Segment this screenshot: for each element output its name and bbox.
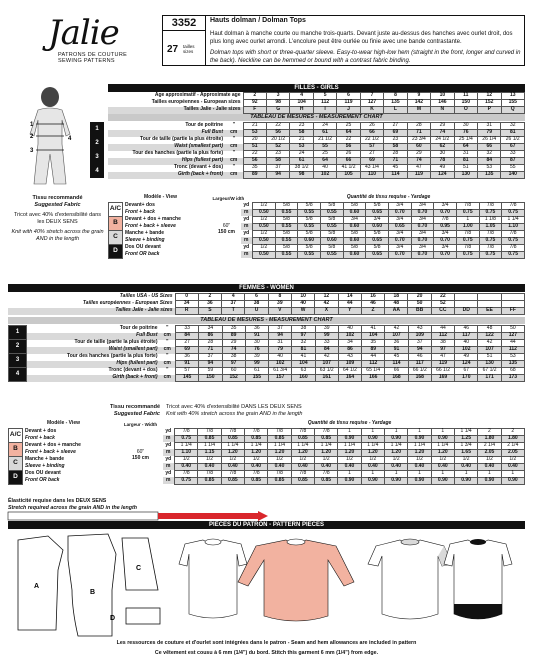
women-chart-bar: TABLEAU DE MESURES - MEASUREMENT CHART [8, 317, 525, 324]
girls-size-row: Tailles européennes - European sizes 92 98 104 112 119 127 135 142 146 150 152 155 [108, 100, 525, 107]
description-fr: Haut dolman à manche courte ou manche trois-quarts. Devant juste au-dessus des hanches avec ourlet droit, dos plus long avec ourlet arrondi. L'encolure peut être ourlée ou finie avec une bande contrastante. [210, 31, 513, 45]
measurement-number: 2 [90, 136, 104, 150]
svg-text:3: 3 [30, 148, 34, 154]
sizes-count: 27 [167, 44, 179, 55]
women-fabric-title: Tissu recommandé Suggested Fabric [109, 404, 160, 418]
measurement-row: Tour de poitrine " 21 22 23 24 25 26 27 28 29 30 31 32 [108, 123, 525, 130]
yardage-row: D Dos OU devant yd 1/2 5/8 5/8 5/8 5/8 5/8 3/4 3/4 3/4 7/8 7/8 7/8 [109, 244, 525, 251]
girl-figure-icon [10, 84, 95, 194]
women-size-row: Tailles Jalie - Jalie sizes R S T U V W X Y Z AA BB CC DD EE FF [8, 308, 525, 315]
measurement-row: Tronc (devant + dos) " 35 37 38 1/2 40 41 1/2 43 1/4 45 47 49 51 53 55 [108, 165, 525, 172]
women-size-row: Tailles européennes - European Sizes 34 36 37 38 39 40 42 44 46 48 50 52 [8, 301, 525, 308]
svg-text:1: 1 [30, 122, 34, 128]
women-fabric-desc: Tricot avec 40% d'extensibilité DANS LES DEUX SENS Knit with 40% stretch across the grain AND in the length [166, 404, 303, 418]
measurement-number: 3 [90, 150, 104, 164]
women-bar: FEMMES - WOMEN [8, 284, 525, 292]
yardage-row: C Manche + bande yd 1/2 1/2 1/2 1/2 1/2 1/2 1/2 1/2 1/2 1/2 1/2 1/2 1/2 1/2 1/2 [9, 456, 525, 463]
girls-size-table [108, 92, 525, 114]
pattern-title: Hauts dolman / Dolman Tops [210, 17, 306, 24]
yardage-row: A/C Devant + dos 60" 150 cm yd 7/8 7/8 7/8 7/8 7/8 7/8 7/8 1 1 1 1 1 1 1/4 2 2 [9, 428, 525, 435]
yardage-row: B Devant + dos + manche yd 1/2 5/8 5/8 5/8 3/4 3/4 3/4 3/4 7/8 1 1 1/8 1 1/4 [109, 216, 525, 223]
yardage-row: C Manche + bande yd 1/2 5/8 5/8 5/8 5/8 5/8 3/4 3/4 3/4 7/8 7/8 7/8 [109, 230, 525, 237]
measurement-row: 3 Tour des hanches (partie la plus forte) " 36 37 38 39 40 41 42 43 44 45 46 47 49 51 53 [9, 354, 525, 361]
women-measurement-chart: 1 Tour de poitrine " 33 34 35 36 37 38 39 40 41 42 43 44 46 48 50 Full Bust cm 84 86 89 91 94 97 99 102 104 107 109 112 117 122 127 2 Tour de taille (partie la plus étroite) " 27 28 29 30 31 32 33 34 35 36 37 38 40 42 44 Waist (smallest part) cm 69 71 74 76 79 81 84 86 89 91 94 97 102 107 112 3 Tour des hanches (partie la plus forte) " 36 37 38 39 40 41 42 43 44 45 46 47 49 51 53 Hips (fullest part) cm 91 94 97 99 102 104 107 109 112 114 117 119 124 130 135 4 Tronc (devant + dos) " 57 59 60 61 61 3/4 63 63 1/2 64 1/2 65 1/4 66 66 1/2 66 1/2 67 67 1/2 68 Girth (back + front) cm 145 150 152 155 157 160 161 164 166 168 168 169 170 171 173 [8, 325, 525, 382]
women-size-row: Tailles USA - US Sizes 0 2 4 6 8 10 12 14 16 18 20 22 [8, 294, 525, 301]
piece-a-label: A [34, 583, 40, 590]
brand-name: Jalie [48, 13, 119, 53]
brand-sub-en: SEWING PATTERNS [58, 58, 115, 64]
women-size-table [8, 293, 525, 315]
girls-bar: FILLES - GIRLS [108, 84, 525, 92]
piece-c-label: C [136, 565, 142, 572]
footer-stitch-note: Ce vêtement est cousu à 6 mm (1/4") du bord. Stitch this garment 6 mm (1/4") from edge. [154, 650, 379, 656]
stretch-gauge-icon [8, 511, 268, 521]
girls-chart-bar: TABLEAU DE MESURES - MEASUREMENT CHART [108, 114, 525, 121]
measurement-row: Tour des hanches (partie la plus forte) " 22 23 24 25 26 27 28 29 30 31 32 33 [108, 151, 525, 158]
measurement-row: 1 Tour de poitrine " 33 34 35 36 37 38 39 40 41 42 43 44 46 48 50 [9, 326, 525, 333]
footer-seam-allowance: Les ressources de couture et d'ourlet sont intégrées dans le patron - Seam and hem allowances are included in pattern [116, 640, 417, 646]
measurement-row: 4 Tronc (devant + dos) " 57 59 60 61 61 3/4 63 63 1/2 64 1/2 65 1/4 66 66 1/2 66 1/2 67 67 1/2 68 [9, 368, 525, 375]
girls-size-row: Tailles Jalie - Jalie sizes F G H I J K L M N O P Q [108, 107, 525, 114]
girls-size-row: Âge approximatif - Approximate age 2 3 4 5 6 7 8 9 10 11 12 13 [108, 93, 525, 100]
piece-b-label: B [90, 589, 96, 596]
svg-text:4: 4 [68, 136, 72, 142]
girls-fabric-desc: Tricot avec 40% d'extensibilité dans les DEUX SENS Knit with 40% stretch across the grain AND in the length [11, 212, 104, 242]
description-en: Dolman tops with short or three-quarter sleeve. Easy-to-wear high-low hem (straight in the front, longer and curved in the back). Neckline can be hemmed or bound with a contrast fabric binding. [210, 50, 521, 64]
brand-sub-fr: PATRONS DE COUTURE [58, 52, 128, 58]
piece-d-label: D [110, 615, 116, 622]
yardage-row: D Dos OU devant yd 7/8 7/8 7/8 7/8 7/8 7/8 7/8 1 1 1 1 1 1 1 1 [9, 470, 525, 477]
sizes-label: tailles sizes [183, 44, 195, 54]
yardage-row: B Devant + dos + manche yd 1 1/4 1 1/4 1 1/4 1 1/4 1 1/4 1 1/4 1 1/4 1 1/4 1 1/4 1 1/4 1 1/4 1 1/4 1 3/4 2 1/4 2 1/4 [9, 442, 525, 449]
stretch-note: Élasticité requise dans les DEUX SENS Stretch required across the grain AND in the length [8, 498, 138, 511]
pieces-bar: PIÈCES DU PATRON - PATTERN PIECES [8, 521, 525, 529]
svg-text:2: 2 [30, 134, 34, 140]
measurement-number: 1 [90, 122, 104, 136]
measurement-number: 4 [90, 164, 104, 178]
girls-yardage-table: Modèle - View Largeur/W idth Quantité de tissu requise - Yardage A/C Devant+ dos 60" 150 cm yd 1/2 5/8 5/8 5/8 5/8 5/8 3/4 3/4 3/4 7/8 7/8 7/8 Front + back m 0.50 0.55 0.55 0.55 0.60 0.65 0.70 0.70 0.70 0.75 0.75 0.75 B Devant + dos + manche yd 1/2 5/8 5/8 5/8 3/4 3/4 3/4 3/4 7/8 1 1 1/8 1 1/4 Front + back + sleeve m 0.50 0.55 0.55 0.55 0.60 0.60 0.65 0.70 0.95 1.00 1.05 1.10 C Manche + bande yd 1/2 5/8 5/8 5/8 5/8 5/8 3/4 3/4 3/4 7/8 7/8 7/8 Sleeve + binding m 0.50 0.55 0.60 0.60 0.60 0.65 0.70 0.70 0.70 0.75 0.75 0.75 D Dos OU devant yd 1/2 5/8 5/8 5/8 5/8 5/8 3/4 3/4 3/4 7/8 7/8 7/8 Front OR back m 0.50 0.55 0.55 0.55 0.60 0.65 0.70 0.70 0.70 0.75 0.75 0.75 [108, 195, 525, 259]
pattern-pieces-illustration [8, 530, 525, 638]
measurement-row: Tour de taille (partie la plus étroite) " 20 20 1/2 21 21 1/2 22 22 1/2 23 23 3/4 24 1/2 25 1/4 26 1/4 26 1/2 [108, 137, 525, 144]
girls-fabric-title: Tissu recommandé Suggested Fabric [32, 195, 83, 208]
measurement-row: 2 Tour de taille (partie la plus étroite) " 27 28 29 30 31 32 33 34 35 36 37 38 40 42 44 [9, 340, 525, 347]
yardage-row: A/C Devant+ dos 60" 150 cm yd 1/2 5/8 5/8 5/8 5/8 5/8 3/4 3/4 3/4 7/8 7/8 7/8 [109, 202, 525, 209]
women-yardage-table: Modèle - View Largeur - Width Quantité de tissu requise - Yardage A/C Devant + dos 60" 150 cm yd 7/8 7/8 7/8 7/8 7/8 7/8 7/8 1 1 1 1 1 1 1/4 2 2 Front + back m 0.75 0.85 0.85 0.85 0.85 0.85 0.85 0.90 0.90 0.90 0.90 0.90 1.25 1.80 1.80 B Devant + dos + manche yd 1 1/4 1 1/4 1 1/4 1 1/4 1 1/4 1 1/4 1 1/4 1 1/4 1 1/4 1 1/4 1 1/4 1 1/4 1 3/4 2 1/4 2 1/4 Front + back + sleeve m 1.10 1.15 1.20 1.20 1.20 1.20 1.20 1.20 1.20 1.20 1.20 1.20 1.65 2.05 2.05 C Manche + bande yd 1/2 1/2 1/2 1/2 1/2 1/2 1/2 1/2 1/2 1/2 1/2 1/2 1/2 1/2 1/2 Sleeve + binding m 0.40 0.40 0.40 0.40 0.40 0.40 0.40 0.40 0.40 0.40 0.40 0.40 0.40 0.40 0.40 D Dos OU devant yd 7/8 7/8 7/8 7/8 7/8 7/8 7/8 1 1 1 1 1 1 1 1 Front OR back m 0.75 0.85 0.85 0.85 0.85 0.85 0.85 0.90 0.90 0.90 0.90 0.90 0.90 0.90 0.90 [8, 421, 525, 485]
pattern-number: 3352 [162, 15, 206, 31]
girls-measurement-chart: Tour de poitrine " 21 22 23 24 25 26 27 28 29 30 31 32 Full Bust cm 53 56 58 61 64 66 69 71 74 76 79 81 Tour de taille (partie la plus étroite) " 20 20 1/2 21 21 1/2 22 22 1/2 23 23 3/4 24 1/2 25 1/4 26 1/4 26 1/2 Waist (smallest part) cm 51 52 53 55 56 57 58 60 62 64 66 67 Tour des hanches (partie la plus forte) " 22 23 24 25 26 27 28 29 30 31 32 33 Hips (fullest part) cm 56 58 61 64 66 69 71 74 78 81 84 87 Tronc (devant + dos) " 35 37 38 1/2 40 41 1/2 43 1/4 45 47 49 51 53 55 Girth (back + front) cm 89 94 98 102 105 110 114 119 124 130 135 140 1 2 3 4 [108, 122, 525, 179]
